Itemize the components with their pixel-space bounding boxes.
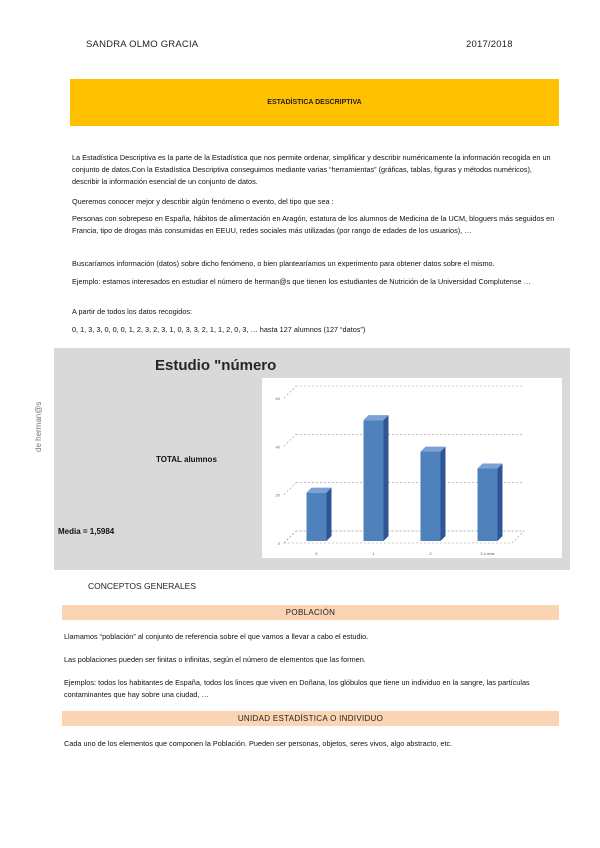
y-tick-label: 0 [277,541,280,546]
paragraph-definition: La Estadística Descriptiva es la parte de la Estadística que nos permite ordenar, simplificar y describir numéricamente la información recogida en un conjunto de datos.Con la Estadística Descriptiva conseguimos mediante varias “herramientas” (gráficas, tablas, figuras y métodos numéricos), describir la información esencial de un conjunto de datos. [72,153,551,186]
paragraph-question: Queremos conocer mejor y describir algún fenómeno o evento, del tipo que sea : [72,197,334,206]
section-heading: CONCEPTOS GENERALES [88,581,197,591]
unidad-definition: Cada uno de los elementos que componen la Población. Pueden ser personas, objetos, seres vivos, algo abstracto, etc. [64,739,453,748]
bar-side [327,488,332,541]
x-tick-label: 2 [429,551,432,556]
poblacion-title: POBLACIÓN [285,608,336,617]
bar-side [441,447,446,541]
x-tick-label: 1 [372,551,375,556]
page-title: ESTADÍSTICA DESCRIPTIVA [267,99,362,106]
x-tick-label: 0 [315,551,318,556]
bar-side [384,415,389,541]
paragraph-examples: Personas con sobrepeso en España, hábitos de alimentación en Aragón, estatura de los alumnos de Medicina de la UCM, bloguers más seguidos en Francia, tipo de drogas más consumidas en EEUU, redes sociales más utilizadas (por rango de edades de los usuarios), … [72,214,555,235]
paragraph-data-list: 0, 1, 3, 3, 0, 0, 0, 1, 2, 3, 2, 3, 1, 0, 3, 3, 2, 1, 1, 2, 0, 3, … hasta 127 alumnos (127 “datos”) [72,325,366,334]
chart-plot-area [262,378,562,558]
x-tick-label: 3 o más [480,551,495,556]
chart-side-label: de herman@s [34,401,43,452]
bar-chart [262,378,562,558]
chart-title: Estudio "número [155,357,277,374]
bar-side [498,464,503,542]
poblacion-header [62,605,559,620]
gridline-diagonal [284,434,296,446]
poblacion-types: Las poblaciones pueden ser finitas o infinitas, según el número de elementos que las formen. [64,655,366,664]
bar [478,469,498,542]
poblacion-examples: Ejemplos: todos los habitantes de España, todos los linces que viven en Doñana, los glóbulos que tiene un individuo en la sangre, las partículas contaminantes que hay sobre una ciudad, … [64,678,530,699]
academic-year: 2017/2018 [466,39,513,50]
unidad-header [62,711,559,726]
gridline-diagonal [284,386,296,398]
bar [364,420,384,541]
y-tick-label: 60 [275,396,280,401]
paragraph-data-intro: A partir de todos los datos recogidos: [72,307,193,316]
unidad-title: UNIDAD ESTADÍSTICA O INDIVIDUO [237,714,384,723]
paragraph-example-study: Ejemplo: estamos interesados en estudiar el número de herman@s que tienen los estudiantes de Nutrición de la Universidad Complutense … [72,277,531,286]
bar [421,452,441,541]
poblacion-definition: Llamamos “población” al conjunto de referencia sobre el que vamos a llevar a cabo el estudio. [64,632,369,641]
y-tick-label: 40 [275,444,280,450]
gridline-diagonal [284,483,296,495]
y-tick-label: 20 [275,492,280,498]
author-name: SANDRA OLMO GRACIA [86,39,199,50]
chart-legend-label: TOTAL alumnos [156,455,217,464]
paragraph-data-search: Buscaríamos información (datos) sobre dicho fenómeno, o bien plantearíamos un experimento para obtener datos sobre el mismo. [72,259,495,268]
title-banner [70,79,559,126]
chart-mean-annotation: Media = 1,5984 [58,527,115,536]
bar [307,493,327,541]
